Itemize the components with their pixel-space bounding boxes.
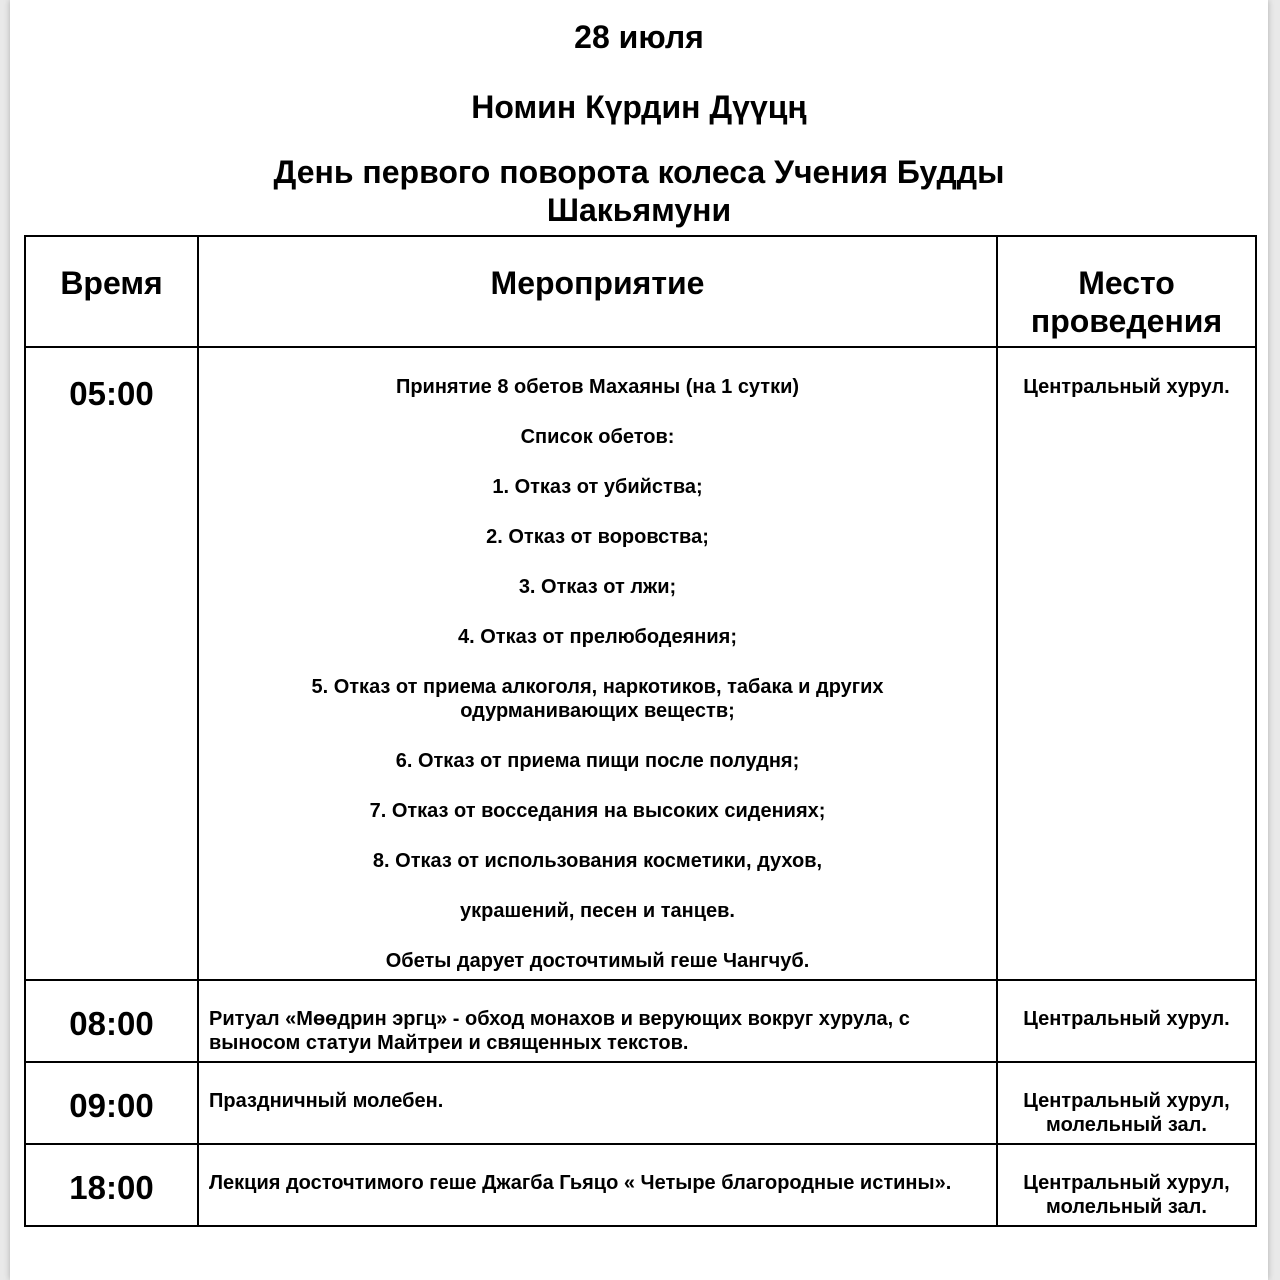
row-place-line-1: Центральный хурул. bbox=[1023, 376, 1230, 398]
column-header-place bbox=[997, 236, 1256, 347]
table-row bbox=[25, 1062, 1256, 1144]
vow-list-line: 8. Отказ от использования косметики, духов, bbox=[372, 850, 823, 872]
vow-list-line: 1. Отказ от убийства; bbox=[492, 476, 703, 498]
vow-list-line: 6. Отказ от приема пищи после полудня; bbox=[395, 750, 800, 772]
row-place-line-2: молельный зал. bbox=[1046, 1114, 1207, 1136]
row-event: Ритуал «Мөөдрин эргц» - обход монахов и верующих вокруг хурула, с выносом статуи Майтреи и священных текстов. bbox=[198, 980, 997, 1062]
vow-list-line: Обеты дарует досточтимый геше Чангчуб. bbox=[385, 950, 810, 972]
row-time: 09:00 bbox=[25, 1062, 198, 1144]
row-place bbox=[997, 1062, 1256, 1144]
vow-list-line: 2. Отказ от воровства; bbox=[486, 526, 709, 548]
vow-list-line: 5. Отказ от приема алкоголя, наркотиков, табака и других одурманивающих веществ; bbox=[311, 676, 884, 722]
row-event: Праздничный молебен. bbox=[198, 1062, 997, 1144]
document-date: 28 июля bbox=[574, 19, 704, 55]
row-place-line-1: Центральный хурул. bbox=[1023, 1008, 1230, 1030]
row-time: 18:00 bbox=[25, 1144, 198, 1226]
schedule-table bbox=[24, 235, 1257, 1227]
column-header-place-line-1: Место bbox=[1078, 265, 1175, 301]
row-place-line-1: Центральный хурул, bbox=[1023, 1090, 1230, 1112]
row-event: Лекция досточтимого геше Джагба Гьяцо « Четыре благородные истины». bbox=[198, 1144, 997, 1226]
row-place bbox=[997, 980, 1256, 1062]
vow-list-line: украшений, песен и танцев. bbox=[460, 900, 735, 922]
row-time: 08:00 bbox=[25, 980, 198, 1062]
table-row bbox=[25, 980, 1256, 1062]
row-place bbox=[997, 1144, 1256, 1226]
column-header-place-line-2: проведения bbox=[1030, 303, 1223, 339]
vow-list-line: Список обетов: bbox=[520, 426, 675, 448]
table-header-row bbox=[25, 236, 1256, 347]
subtitle-line-2: Шакьямуни bbox=[546, 192, 732, 228]
vow-list-line: 3. Отказ от лжи; bbox=[518, 576, 677, 598]
column-header-time: Время bbox=[25, 236, 198, 347]
row-place-line-2: молельный зал. bbox=[1046, 1196, 1207, 1218]
table-row bbox=[25, 347, 1256, 980]
table-row bbox=[25, 1144, 1256, 1226]
vow-list-line: Принятие 8 обетов Махаяны (на 1 сутки) bbox=[395, 376, 800, 398]
row-place-line-1: Центральный хурул, bbox=[1023, 1172, 1230, 1194]
subtitle-line-1: День первого поворота колеса Учения Будды bbox=[273, 154, 1005, 190]
column-header-event: Мероприятие bbox=[198, 236, 997, 347]
row-time: 05:00 bbox=[25, 347, 198, 980]
row-event bbox=[198, 347, 997, 980]
vow-list-line: 7. Отказ от восседания на высоких сидениях; bbox=[369, 800, 826, 822]
row-place bbox=[997, 347, 1256, 980]
document-page bbox=[10, 0, 1268, 1280]
holiday-subtitle bbox=[10, 153, 1268, 229]
vow-list-line: 4. Отказ от прелюбодеяния; bbox=[458, 626, 737, 648]
holiday-name: Номин Күрдин Дүүцң bbox=[471, 89, 807, 125]
